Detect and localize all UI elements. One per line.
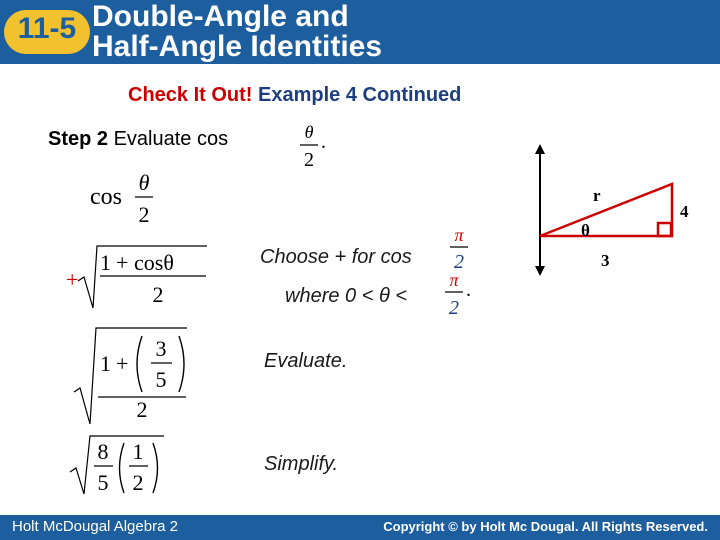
right-paren-1: [179, 336, 184, 392]
step-fraction: [296, 118, 336, 172]
five-denominator-2: 5: [97, 470, 109, 495]
where-note: where 0 < θ <: [285, 285, 408, 307]
pi-numerator-b: π: [449, 270, 459, 290]
right-angle-marker: [658, 223, 671, 236]
pi-denominator-a: 2: [454, 251, 464, 273]
check-it-out-label: Check It Out!: [128, 84, 253, 106]
two-denominator-4: 2: [132, 470, 144, 495]
eight-numerator: 8: [97, 439, 109, 464]
one-1: 1: [100, 250, 111, 275]
three-numerator: 3: [155, 336, 167, 361]
step-text: Evaluate cos: [113, 128, 229, 150]
five-denominator-1: 5: [155, 367, 167, 392]
pi-numerator-a: π: [454, 225, 464, 245]
plus-2: +: [116, 351, 129, 376]
example-heading: [128, 84, 461, 107]
two-denominator-3: 2: [136, 397, 148, 422]
step-period: .: [321, 131, 326, 153]
triangle-diagram: [510, 140, 710, 280]
evaluate-note: Evaluate.: [264, 350, 348, 372]
pi-over-2-b: [443, 268, 477, 322]
hypotenuse-label: r: [593, 186, 601, 205]
footer-copyright: Copyright © by Holt Mc Dougal. All Rights Reserved.: [383, 519, 708, 534]
step-fraction-denominator: 2: [304, 149, 314, 171]
one-2: 1: [100, 351, 111, 376]
opposite-label: 4: [680, 202, 689, 221]
right-paren-2: [153, 443, 158, 493]
plus-sign: +: [66, 267, 79, 292]
two-denominator-2: 2: [152, 282, 164, 307]
lesson-title-line2: Half-Angle Identities: [92, 30, 383, 63]
theta-numerator: θ: [138, 170, 150, 195]
cos-theta: cosθ: [134, 250, 174, 275]
step-label: Step 2: [48, 128, 109, 150]
math-work: [60, 166, 240, 506]
y-axis-arrow-down: [535, 266, 545, 276]
lesson-number: 11-5: [17, 12, 77, 45]
footer-course: Holt McDougal Algebra 2: [12, 518, 178, 535]
angle-label: θ: [581, 221, 590, 240]
where-period: .: [466, 279, 471, 301]
lesson-title-line1: Double-Angle and: [92, 0, 349, 33]
left-paren-2: [120, 443, 125, 493]
simplify-note: Simplify.: [264, 453, 339, 475]
choose-note: Choose + for cos: [260, 246, 412, 268]
radical-2: [74, 328, 187, 424]
radical-3: [70, 436, 164, 494]
two-denominator-1: 2: [138, 202, 150, 227]
step-instruction: [48, 128, 228, 151]
step-fraction-numerator: θ: [304, 122, 314, 142]
adjacent-label: 3: [601, 251, 610, 270]
cos-label: cos: [90, 184, 122, 210]
example-label: Example 4 Continued: [258, 84, 462, 106]
right-triangle: [540, 184, 672, 236]
plus-1: +: [116, 250, 129, 275]
pi-denominator-b: 2: [449, 297, 459, 319]
y-axis-arrow-up: [535, 144, 545, 154]
one-numerator: 1: [132, 439, 144, 464]
left-paren-1: [137, 336, 142, 392]
pi-over-2-a: [448, 224, 478, 274]
